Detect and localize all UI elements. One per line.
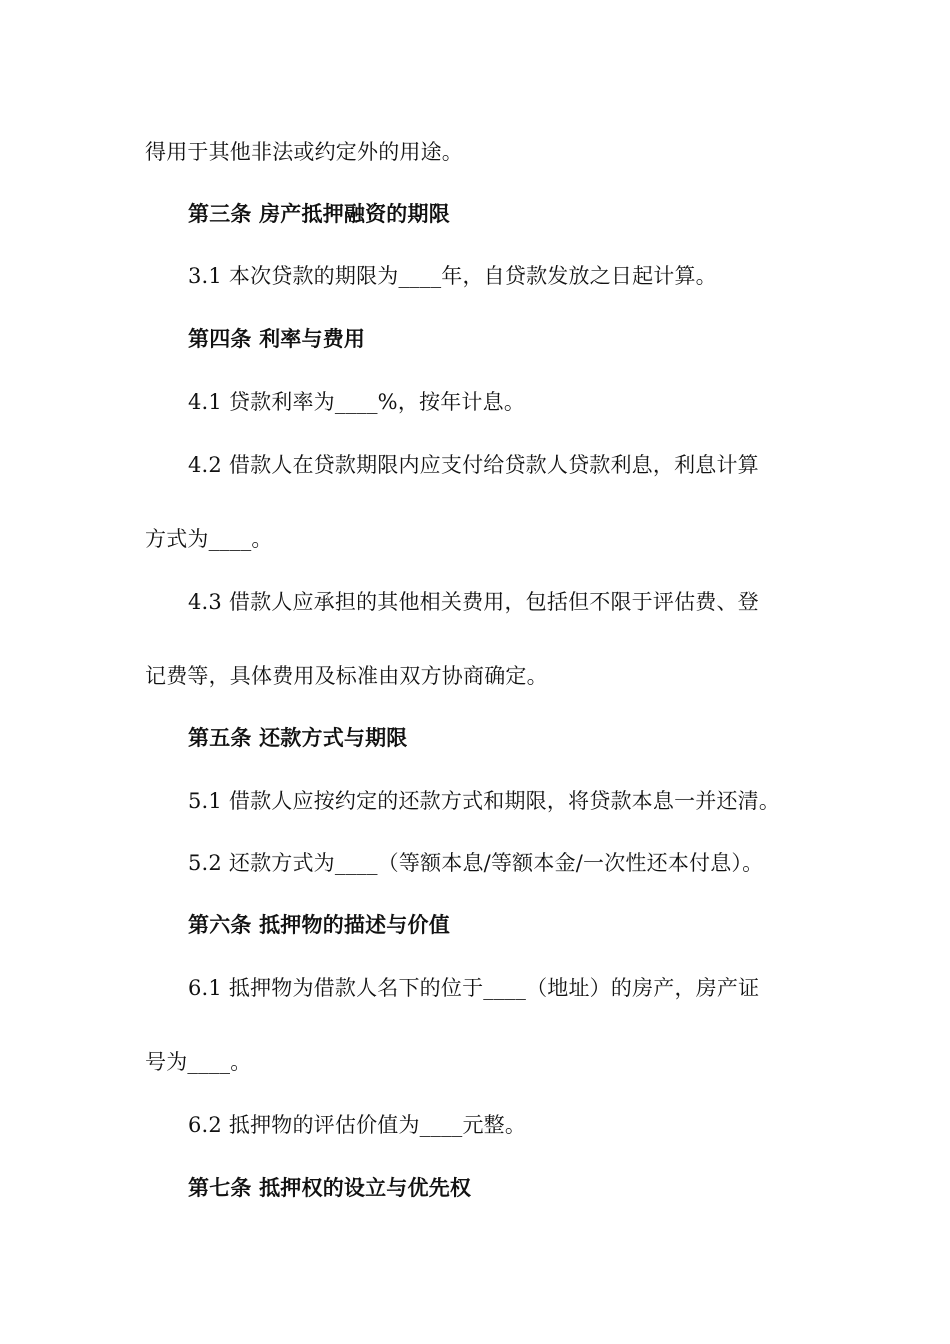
clause-3-1: 3.1 本次贷款的期限为____年，自贷款发放之日起计算。: [188, 264, 717, 288]
section-heading-4: 第四条 利率与费用: [188, 327, 366, 351]
clause-5-2: 5.2 还款方式为____（等额本息/等额本金/一次性还本付息）。: [188, 851, 764, 875]
section-heading-5: 第五条 还款方式与期限: [188, 726, 408, 750]
clause-4-1: 4.1 贷款利率为____%，按年计息。: [188, 390, 526, 414]
clause-6-1: 6.1 抵押物为借款人名下的位于____（地址）的房产，房产证: [188, 976, 760, 1000]
clause-6-1-continued: 号为____。: [145, 1050, 252, 1074]
clause-6-2: 6.2 抵押物的评估价值为____元整。: [188, 1113, 527, 1137]
section-heading-6: 第六条 抵押物的描述与价值: [188, 913, 450, 937]
paragraph-line: 得用于其他非法或约定外的用途。: [145, 140, 463, 164]
clause-4-2: 4.2 借款人在贷款期限内应支付给贷款人贷款利息，利息计算: [188, 453, 759, 477]
clause-4-3: 4.3 借款人应承担的其他相关费用，包括但不限于评估费、登: [188, 590, 759, 614]
clause-5-1: 5.1 借款人应按约定的还款方式和期限，将贷款本息一并还清。: [188, 789, 781, 813]
clause-4-2-continued: 方式为____。: [145, 527, 273, 551]
section-heading-7: 第七条 抵押权的设立与优先权: [188, 1176, 472, 1200]
clause-4-3-continued: 记费等，具体费用及标准由双方协商确定。: [145, 664, 548, 688]
section-heading-3: 第三条 房产抵押融资的期限: [188, 202, 450, 226]
